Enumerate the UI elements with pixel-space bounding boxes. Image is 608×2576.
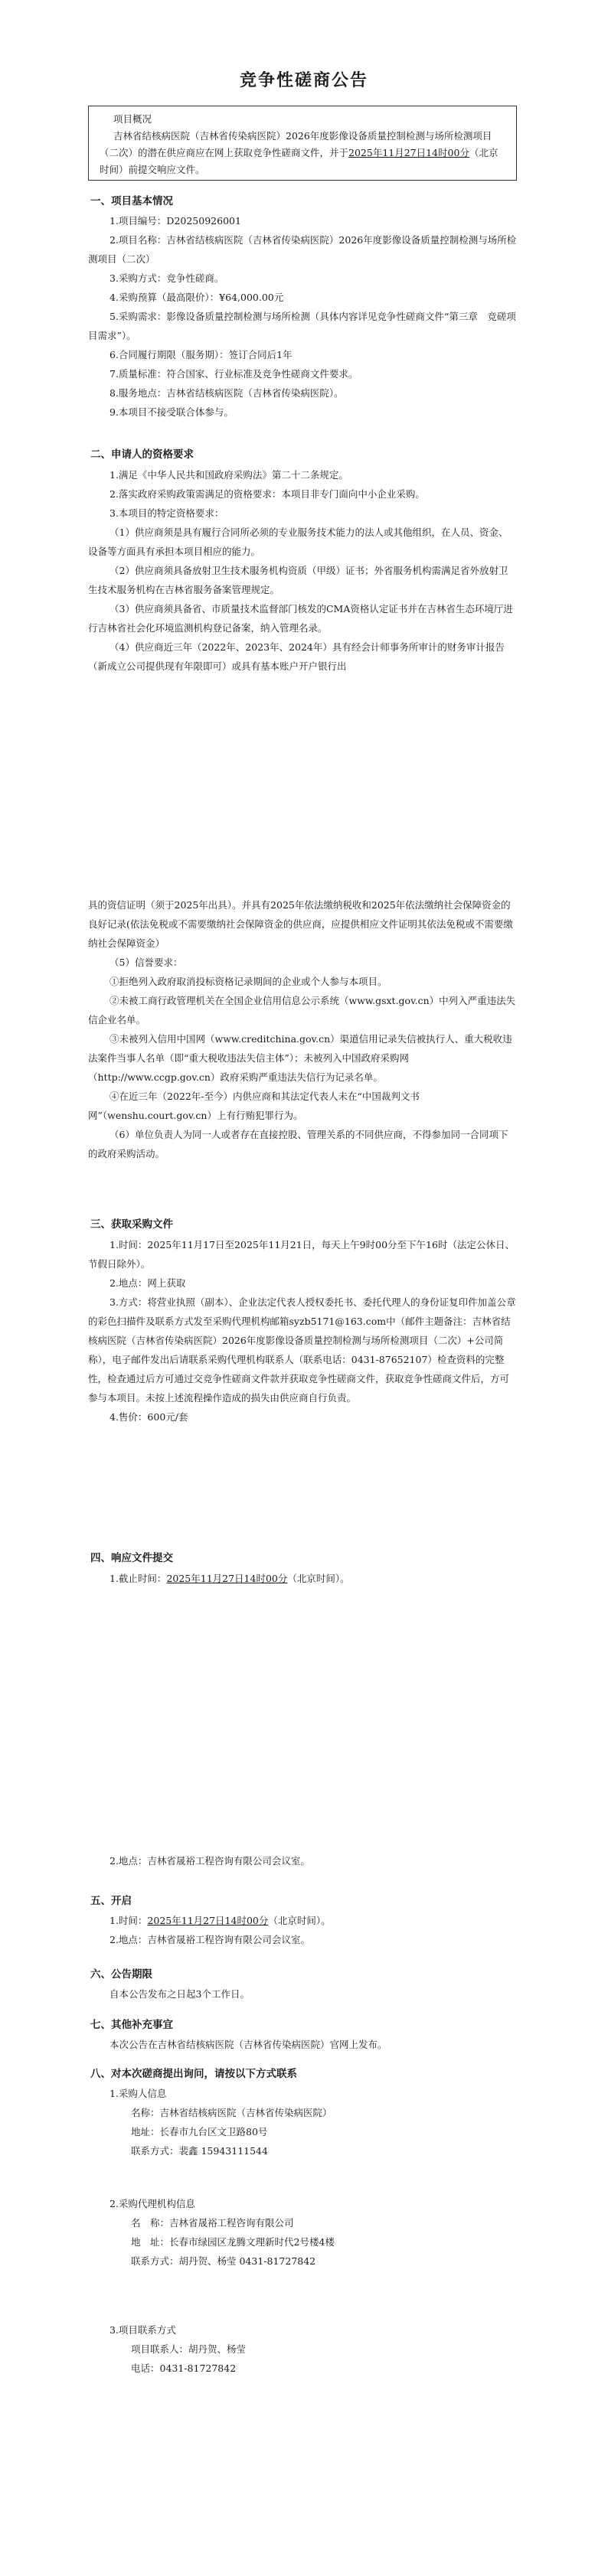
- s1-item: 2.项目名称：吉林省结核病医院（吉林省传染病医院）2026年度影像设备质量控制检测与场所检测项目（二次）: [88, 234, 517, 265]
- section-1-heading: 一、项目基本情况: [90, 195, 173, 207]
- project-contact-people: 项目联系人：胡丹贺、杨莹: [131, 2343, 247, 2355]
- page-title: 竞争性磋商公告: [239, 71, 368, 90]
- s2-item: ④在近三年（2022年-至今）内供应商和其法定代表人未在“中国裁判文书网”（wenshu.court.gov.cn）上有行贿犯罪行为。: [88, 1091, 420, 1121]
- section-4-body: [88, 1569, 517, 1588]
- section-3-body: [88, 1235, 517, 1427]
- s1-item: 7.质量标准：符合国家、行业标准及竞争性磋商文件要求。: [110, 368, 358, 380]
- section-1-body: [88, 211, 517, 422]
- section-2-body: [88, 465, 517, 676]
- overview-deadline: 2025年11月27日14时00分: [348, 147, 469, 158]
- section-3-heading: 三、获取采购文件: [90, 1218, 173, 1231]
- overview-text: 吉林省结核病医院（吉林省传染病医院）2026年度影像设备质量控制检测与场所检测项目（二次）的潜在供应商应在网上获取竞争性磋商文件，并于2025年11月27日14时00分（北京时间）前提交响应文件。: [100, 130, 498, 175]
- s2-item: （5）信誉要求：: [110, 957, 183, 968]
- s2-item: （6）单位负责人为同一人或者存在直接控股、管理关系的不同供应商，不得参加同一合同项下的政府采购活动。: [88, 1129, 508, 1159]
- agency-name: 名 称：吉林省晟裕工程咨询有限公司: [131, 2217, 294, 2229]
- s3-item: 2.地点：网上获取: [110, 1277, 186, 1289]
- s3-item: 3.方式：将营业执照（副本）、企业法定代表人授权委托书、委托代理人的身份证复印件加盖公章的彩色扫描件及联系方式发至采购代理机构邮箱syzb5171@163.com中（邮件主题备注：吉林省结核病医院（吉林省传染病医院）2026年度影像设备质量控制检测与场所检测项目（二次）+公司简称），电子邮件发出后请联系采购代理机构联系人（联系电话：0431-87652107）检查资料的完整性，检查通过后方可通过交竞争性磋商文件款并获取竞争性磋商文件，获取竞争性磋商文件后，方可参与本项目。未按上述流程操作造成的损失由供应商自行负责。: [88, 1296, 516, 1404]
- section-7-heading: 七、其他补充事宜: [90, 2019, 173, 2031]
- project-contact-title: 3.项目联系方式: [110, 2324, 176, 2336]
- s3-item: 1.时间：2025年11月17日至2025年11月21日，每天上午9时00分至下午16时（法定公休日、节假日除外）。: [88, 1239, 515, 1270]
- s5-item-location: 2.地点：吉林省晟裕工程咨询有限公司会议室。: [110, 1934, 310, 1945]
- purchaser-title: 1.采购人信息: [110, 2088, 167, 2099]
- s2-item: （2）供应商须具备放射卫生技术服务机构资质（甲级）证书；外省服务机构需满足省外放射卫生技术服务机构在吉林省服务备案管理规定。: [88, 565, 508, 595]
- s1-item: 1.项目编号：D20250926001: [110, 215, 241, 227]
- purchaser-name: 名称：吉林省结核病医院（吉林省传染病医院）: [131, 2107, 332, 2118]
- project-contact-info: [88, 2320, 517, 2378]
- project-overview-box: [88, 106, 517, 181]
- s2-item: ①拒绝列入政府取消投标资格记录期间的企业或个人参与本项目。: [110, 976, 387, 987]
- s6-text: 自本公告发布之日起3个工作日。: [110, 1988, 250, 2000]
- s1-item: 8.服务地点：吉林省结核病医院（吉林省传染病医院）。: [110, 387, 344, 399]
- purchaser-contact: 联系方式：裴鑫 15943111544: [131, 2145, 268, 2157]
- s4-item-location: 2.地点：吉林省晟裕工程咨询有限公司会议室。: [110, 1855, 310, 1867]
- section-7-body: [88, 2035, 517, 2054]
- section-8-heading: 八、对本次磋商提出询问，请按以下方式联系: [90, 2068, 297, 2080]
- s2-item: （3）供应商须具备省、市质量技术监督部门核发的CMA资格认定证书并在吉林省生态环境厅进行吉林省社会化环境监测机构登记备案，纳入管理名录。: [88, 603, 513, 634]
- s2-item: 3.本项目的特定资格要求：: [110, 507, 224, 519]
- s1-item: 4.采购预算（最高限价）：¥64,000.00元: [110, 292, 284, 303]
- project-contact-phone: 电话：0431-81727842: [131, 2362, 237, 2374]
- s1-item: 6.合同履行期限（服务期）：签订合同后1年: [110, 349, 293, 360]
- section-2-heading: 二、申请人的资格要求: [90, 448, 194, 461]
- s2-item: ③未被列入信用中国网（www.creditchina.gov.cn）渠道信用记录失信被执行人、重大税收违法案件当事人名单（即“重大税收违法失信主体”）；未被列入中国政府采购网（http://www.ccgp.gov.cn）政府采购严重违法失信行为记录名单。: [88, 1033, 512, 1083]
- s2-item: ②未被工商行政管理机关在全国企业信用信息公示系统（www.gsxt.gov.cn）中列入严重违法失信企业名单。: [88, 995, 516, 1026]
- section-6-body: [88, 1984, 517, 2004]
- agency-info: [88, 2194, 517, 2271]
- s5-item-time: 1.时间：2025年11月27日14时00分（北京时间）。: [110, 1915, 331, 1926]
- overview-label: 项目概况: [113, 113, 152, 125]
- purchaser-address: 地址：长春市九台区文卫路80号: [131, 2126, 268, 2137]
- agency-contact: 联系方式：胡丹贺、杨莹 0431-81727842: [131, 2255, 316, 2267]
- section-2-body-continued: [88, 895, 517, 1163]
- s2-item: （4）供应商近三年（2022年、2023年、2024年）具有经会计师事务所审计的财务审计报告（新成立公司提供现有年限即可）或具有基本账户开户银行出: [88, 641, 505, 672]
- purchaser-info: [88, 2084, 517, 2160]
- s2-item: 2.落实政府采购政策需满足的资格要求：本项目非专门面向中小企业采购。: [110, 488, 425, 500]
- section-4-heading: 四、响应文件提交: [90, 1552, 173, 1564]
- s2-item: 1.满足《中华人民共和国政府采购法》第二十二条规定。: [110, 469, 348, 481]
- s1-item: 9.本项目不接受联合体参与。: [110, 406, 234, 418]
- s1-item: 5.采购需求：影像设备质量控制检测与场所检测（具体内容详见竞争性磋商文件“第三章 竞磋项目需求”）。: [88, 311, 516, 341]
- s2-item: 具的资信证明（须于2025年出具）。并具有2025年依法缴纳税收和2025年依法缴纳社会保障资金的良好记录(依法免税或不需要缴纳社会保障资金的供应商，应提供相应文件证明其依法免税或不需要缴纳社会保障资金）: [88, 899, 513, 949]
- section-5-heading: 五、开启: [90, 1895, 132, 1907]
- agency-address: 地 址：长春市绿园区龙腾文理新时代2号楼4楼: [131, 2236, 335, 2248]
- s4-item-deadline: 1.截止时间：2025年11月27日14时00分（北京时间）。: [110, 1573, 350, 1584]
- section-5-body: [88, 1911, 517, 1949]
- s3-item: 4.售价：600元/套: [110, 1411, 188, 1423]
- s2-item: （1）供应商须是具有履行合同所必须的专业服务技术能力的法人或其他组织，在人员、资金、设备等方面具有承担本项目相应的能力。: [88, 527, 508, 557]
- section-6-heading: 六、公告期限: [90, 1968, 152, 1981]
- section-4-body-location: [88, 1851, 517, 1870]
- s7-text: 本次公告在吉林省结核病医院（吉林省传染病医院）官网上发布。: [110, 2039, 387, 2050]
- agency-title: 2.采购代理机构信息: [110, 2198, 195, 2209]
- s1-item: 3.采购方式：竞争性磋商。: [110, 272, 224, 284]
